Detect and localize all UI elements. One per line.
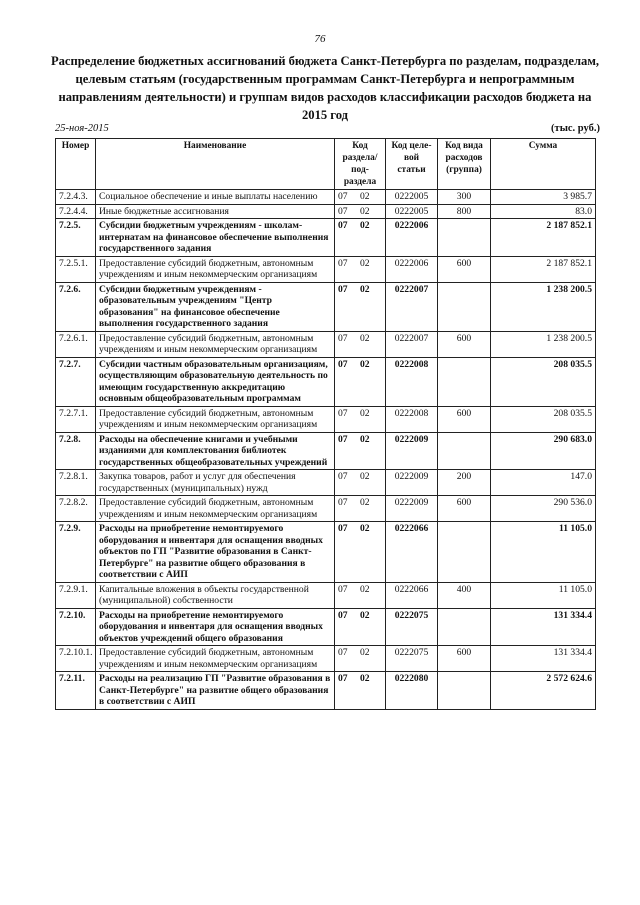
row-expense-type [438,672,491,710]
row-section-code [335,470,386,496]
row-target-code: 0222006 [386,256,438,282]
row-section: 07 [338,609,348,621]
row-section: 07 [338,433,348,445]
row-sum: 208 035.5 [491,357,596,406]
table-row [56,608,596,646]
table-row [56,432,596,470]
table-row [56,190,596,205]
row-name: Субсидии бюджетным учреждениям - школам-интернатам на финансовое обеспечение выполнения государственного задания [96,219,335,257]
row-section-code [335,331,386,357]
units-label: (тыс. руб.) [551,123,600,134]
row-sum: 2 187 852.1 [491,219,596,257]
table-row [56,496,596,522]
row-target-code: 0222009 [386,470,438,496]
row-expense-type [438,219,491,257]
row-expense-type: 600 [438,331,491,357]
row-name: Расходы на обеспечение книгами и учебными изданиями для комплектования библиотек государственных общеобразовательных учреждений [96,432,335,470]
table-row [56,282,596,331]
row-subsection: 02 [360,609,370,621]
row-name: Предоставление субсидий бюджетным, автономным учреждениям и иным некоммерческим организациям [96,256,335,282]
row-section-code [335,190,386,205]
row-expense-type [438,432,491,470]
row-section-code [335,406,386,432]
row-number: 7.2.4.3. [56,190,96,205]
row-section-code [335,582,386,608]
document-date: 25-ноя-2015 [55,123,109,134]
row-target-code: 0222066 [386,582,438,608]
row-target-code: 0222008 [386,357,438,406]
row-section: 07 [338,257,348,269]
row-section-code [335,432,386,470]
row-sum: 3 985.7 [491,190,596,205]
row-section-code [335,357,386,406]
row-sum: 83.0 [491,204,596,219]
row-name: Расходы на приобретение немонтируемого оборудования и инвентаря для оснащения вводных объектов учреждений общего образования [96,608,335,646]
table-row [56,672,596,710]
row-number: 7.2.5. [56,219,96,257]
row-name: Субсидии бюджетным учреждениям - образовательным учреждениям "Центр образования" на финансовое обеспечение выполнения государственного задания [96,282,335,331]
row-number: 7.2.7. [56,357,96,406]
row-number: 7.2.4.4. [56,204,96,219]
row-target-code: 0222075 [386,646,438,672]
row-section-code [335,496,386,522]
row-target-code: 0222008 [386,406,438,432]
table-row [56,204,596,219]
table-row [56,582,596,608]
row-subsection: 02 [360,583,370,595]
row-section-code [335,282,386,331]
row-sum: 1 238 200.5 [491,282,596,331]
row-section-code [335,219,386,257]
row-subsection: 02 [360,205,370,217]
row-section-code [335,608,386,646]
row-subsection: 02 [360,332,370,344]
row-section: 07 [338,191,348,202]
row-expense-type [438,357,491,406]
row-sum: 290 683.0 [491,432,596,470]
row-section: 07 [338,220,348,231]
table-row [56,522,596,583]
header-expense-type: Код вида расходов (группа) [438,139,491,190]
table-row [56,357,596,406]
row-target-code: 0222009 [386,496,438,522]
row-section: 07 [338,647,348,658]
row-target-code: 0222066 [386,522,438,583]
row-expense-type: 300 [438,190,491,205]
row-subsection: 02 [360,358,370,370]
header-sum: Сумма [491,139,596,190]
row-number: 7.2.8.1. [56,470,96,496]
row-name: Предоставление субсидий бюджетным, автономным учреждениям и иным некоммерческим организациям [96,646,335,672]
row-name: Предоставление субсидий бюджетным, автономным учреждениям и иным некоммерческим организациям [96,496,335,522]
row-name: Расходы на приобретение немонтируемого оборудования и инвентаря для оснащения вводных объектов по ГП "Развитие образования в Санкт-Петербурге" на развитие общего образования в соответствии с АИП [96,522,335,583]
row-expense-type: 600 [438,496,491,522]
row-section: 07 [338,358,348,370]
row-expense-type [438,608,491,646]
row-subsection: 02 [360,433,370,445]
row-expense-type: 200 [438,470,491,496]
table-row [56,406,596,432]
row-number: 7.2.7.1. [56,406,96,432]
table-row [56,256,596,282]
table-row [56,470,596,496]
row-section-code [335,522,386,583]
row-section: 07 [338,332,348,344]
row-name: Расходы на реализацию ГП "Развитие образования в Санкт-Петербурге" на развитие общего образования в соответствии с АИП [96,672,335,710]
row-target-code: 0222005 [386,190,438,205]
row-subsection: 02 [360,283,370,295]
row-expense-type: 800 [438,204,491,219]
budget-table [55,138,596,710]
row-name: Предоставление субсидий бюджетным, автономным учреждениям и иным некоммерческим организациям [96,331,335,357]
row-expense-type: 600 [438,646,491,672]
row-target-code: 0222080 [386,672,438,710]
row-subsection: 02 [360,523,370,534]
row-expense-type: 400 [438,582,491,608]
row-section: 07 [338,497,348,508]
page-number: 76 [314,33,326,45]
header-section-code: Код раздела/ под- раздела [335,139,386,190]
row-section-code [335,204,386,219]
row-subsection: 02 [360,647,370,658]
row-name: Закупка товаров, работ и услуг для обеспечения государственных (муниципальных) нужд [96,470,335,496]
row-target-code: 0222007 [386,331,438,357]
row-sum: 131 334.4 [491,646,596,672]
row-name: Капитальные вложения в объекты государственной (муниципальной) собственности [96,582,335,608]
row-sum: 290 536.0 [491,496,596,522]
row-number: 7.2.10.1. [56,646,96,672]
table-row [56,219,596,257]
row-expense-type [438,522,491,583]
row-sum: 1 238 200.5 [491,331,596,357]
row-subsection: 02 [360,407,370,419]
row-sum: 147.0 [491,470,596,496]
row-name: Социальное обеспечение и иные выплаты населению [96,190,335,205]
row-sum: 131 334.4 [491,608,596,646]
row-section: 07 [338,205,348,217]
row-section-code [335,646,386,672]
row-section-code [335,672,386,710]
row-section: 07 [338,407,348,419]
row-number: 7.2.11. [56,672,96,710]
row-target-code: 0222075 [386,608,438,646]
row-section: 07 [338,283,348,295]
row-target-code: 0222005 [386,204,438,219]
row-subsection: 02 [360,220,370,231]
row-section: 07 [338,523,348,534]
row-sum: 11 105.0 [491,582,596,608]
row-expense-type [438,282,491,331]
row-target-code: 0222006 [386,219,438,257]
row-number: 7.2.5.1. [56,256,96,282]
header-target-code: Код целе- вой статьи [386,139,438,190]
row-number: 7.2.10. [56,608,96,646]
row-sum: 208 035.5 [491,406,596,432]
document-title: Распределение бюджетных ассигнований бюджета Санкт-Петербурга по разделам, подразделам, целевым статьям (государственным программам Санкт-Петербурга и непрограммным направлениям деятельности) и группам видов расходов классификации расходов бюджета на 2015 год [50,54,600,122]
row-subsection: 02 [360,257,370,269]
row-name: Субсидии частным образовательным организациям, осуществляющим образовательную деятельность по имеющим государственную аккредитацию основным общеобразовательным программам [96,357,335,406]
row-subsection: 02 [360,673,370,684]
row-number: 7.2.9. [56,522,96,583]
table-row [56,331,596,357]
table-header-row [56,139,596,190]
row-expense-type: 600 [438,406,491,432]
row-number: 7.2.6. [56,282,96,331]
table-row [56,646,596,672]
row-sum: 2 572 624.6 [491,672,596,710]
row-number: 7.2.9.1. [56,582,96,608]
row-subsection: 02 [360,497,370,508]
row-target-code: 0222009 [386,432,438,470]
row-name: Иные бюджетные ассигнования [96,204,335,219]
row-number: 7.2.8.2. [56,496,96,522]
header-number: Номер [56,139,96,190]
header-name: Наименование [96,139,335,190]
row-target-code: 0222007 [386,282,438,331]
row-subsection: 02 [360,191,370,202]
row-section: 07 [338,471,348,482]
row-number: 7.2.8. [56,432,96,470]
row-number: 7.2.6.1. [56,331,96,357]
row-subsection: 02 [360,471,370,482]
row-expense-type: 600 [438,256,491,282]
row-section-code [335,256,386,282]
row-sum: 11 105.0 [491,522,596,583]
row-sum: 2 187 852.1 [491,256,596,282]
row-name: Предоставление субсидий бюджетным, автономным учреждениям и иным некоммерческим организациям [96,406,335,432]
row-section: 07 [338,583,348,595]
row-section: 07 [338,673,348,684]
